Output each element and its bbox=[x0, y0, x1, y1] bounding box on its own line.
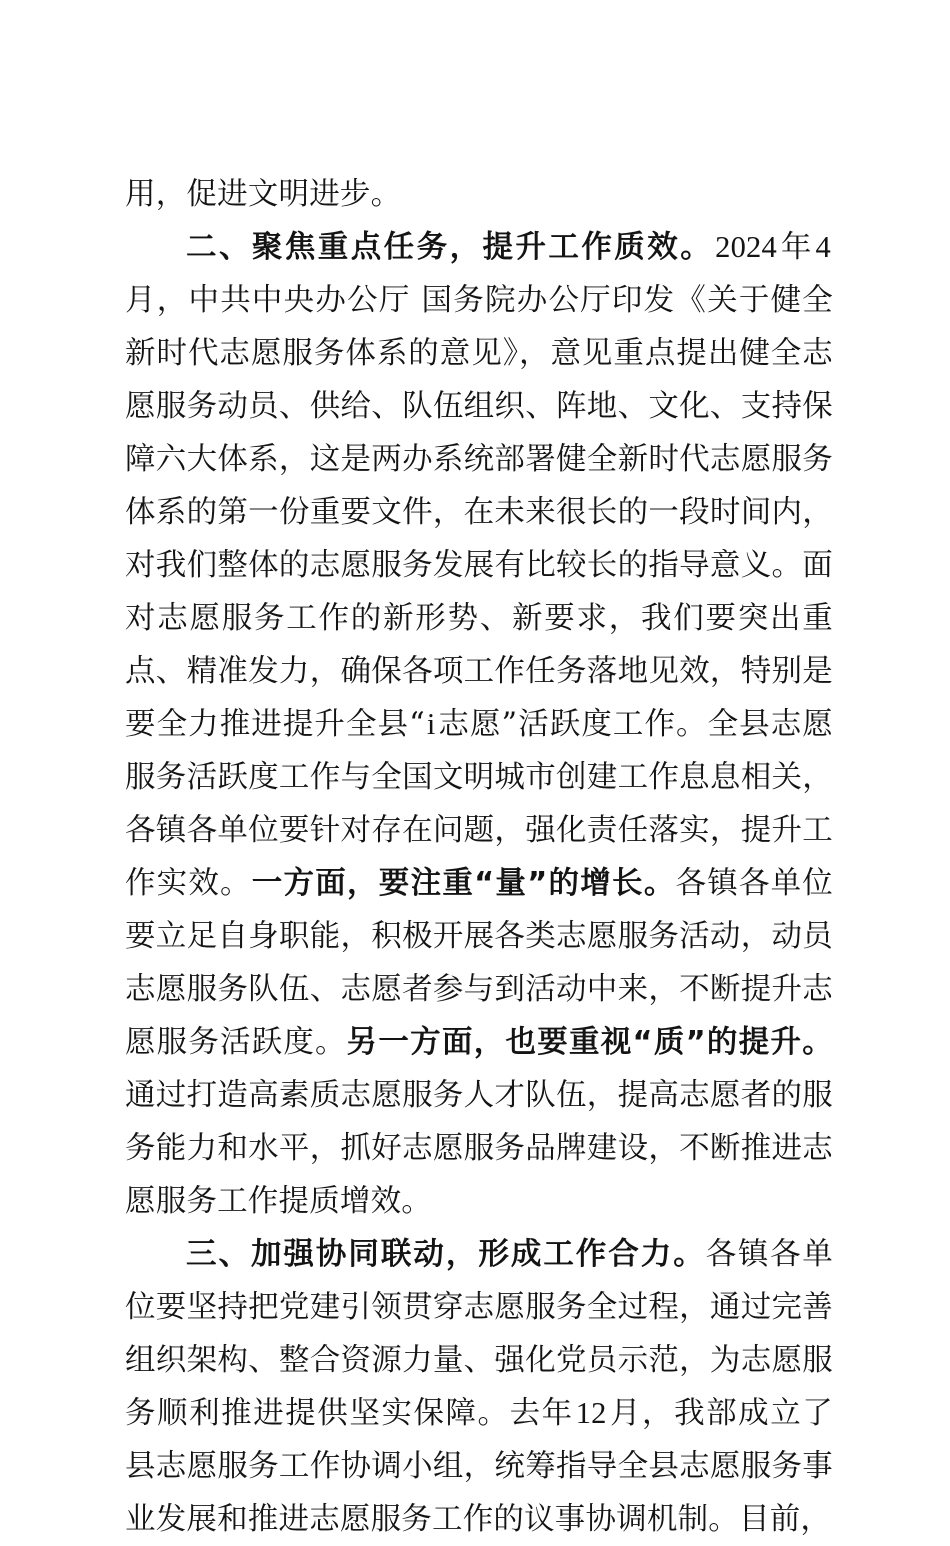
section-two-emphasis-quality: 另一方面，也要重视“质”的提升。 bbox=[346, 1025, 834, 1060]
section-three-month-number: 12 bbox=[575, 1396, 607, 1430]
section-two-year-unit: 年 bbox=[778, 230, 814, 265]
section-two-year-number: 2024 bbox=[715, 230, 777, 264]
section-two-heading: 二、聚焦重点任务，提升工作质效。 bbox=[186, 230, 714, 265]
section-two-body-part-2: 志愿”活跃度工作。全县志愿服务活跃度工作与全国文明城市创建工作息息相关，各镇各单位要针对存在问题，强化责任落实，提升工作实效。 bbox=[125, 707, 833, 901]
section-two-body-part-3: 各镇各单位要立足自身职能，积极开展各类志愿服务活动，动员志愿服务队伍、志愿者参与到活动中来，不断提升志愿服务活跃度。 bbox=[125, 866, 833, 1060]
paragraph-continuation bbox=[125, 168, 833, 221]
section-two-emphasis-quantity: 一方面，要注重“量”的增长。 bbox=[251, 866, 676, 901]
section-two-quoted-term: i bbox=[426, 707, 436, 741]
section-two-body-part-4: 通过打造高素质志愿服务人才队伍，提高志愿者的服务能力和水平，抓好志愿服务品牌建设，不断推进志愿服务工作提质增效。 bbox=[125, 1078, 833, 1219]
section-two-month-unit: 月 bbox=[125, 283, 157, 318]
document-body bbox=[125, 168, 833, 1546]
section-three-month-unit: 月 bbox=[608, 1396, 643, 1431]
paragraph-section-three bbox=[125, 1228, 833, 1546]
section-three-body-part-2: ，我部成立了县志愿服务工作协调小组，统筹指导全县志愿服务事业发展和推进志愿服务工作的议事协调机制。目前， bbox=[125, 1396, 833, 1537]
section-two-month-number: 4 bbox=[815, 230, 831, 264]
paragraph-continuation-text: 用，促进文明进步。 bbox=[125, 177, 402, 212]
paragraph-section-two bbox=[125, 221, 833, 1228]
section-two-body-part-1: ，中共中央办公厅 国务院办公厅印发《关于健全新时代志愿服务体系的意见》，意见重点提出健全志愿服务动员、供给、队伍组织、阵地、文化、支持保障六大体系，这是两办系统部署健全新时代志愿服务体系的第一份重要文件，在未来很长的一段时间内，对我们整体的志愿服务发展有比较长的指导意义。面对志愿服务工作的新形势、新要求，我们要突出重点、精准发力，确保各项工作任务落地见效，特别是要全力推进提升全县“ bbox=[125, 283, 833, 742]
section-three-body-part-1: 各镇各单位要坚持把党建引领贯穿志愿服务全过程，通过完善组织架构、整合资源力量、强化党员示范，为志愿服务顺利推进提供坚实保障。去年 bbox=[125, 1237, 834, 1431]
section-three-heading: 三、加强协同联动，形成工作合力。 bbox=[186, 1237, 706, 1272]
